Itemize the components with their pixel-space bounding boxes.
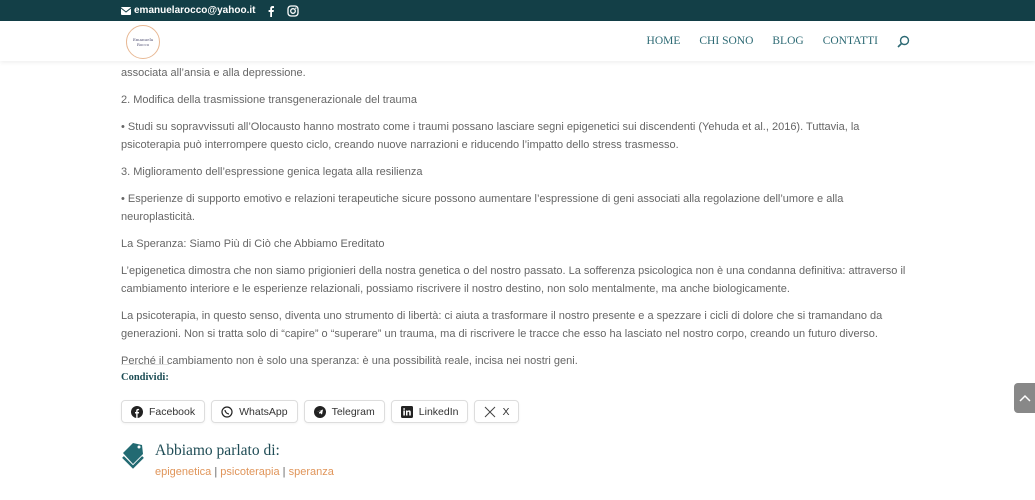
nav-chi-sono[interactable]: CHI SONO (699, 35, 754, 47)
article-body (121, 64, 916, 423)
share-whatsapp-button[interactable] (211, 400, 297, 423)
share-x-button[interactable] (474, 400, 519, 423)
nav-blog[interactable]: BLOG (772, 35, 804, 47)
search-icon[interactable] (897, 35, 910, 48)
paragraph: La psicoterapia, in questo senso, diventa uno strumento di libertà: ci aiuta a trasformare il nostro presente e a spezzare i cicli di dolore che si tramandano da generazioni. Non si tratta solo di “capire” o “superare” un trauma, ma di riscrivere le tracce che esso ha lasciato nel nostro corpo, creando un futuro diverso. (121, 310, 883, 340)
share-facebook-button[interactable] (121, 400, 205, 423)
tag-link[interactable]: psicoterapia (220, 466, 280, 478)
envelope-icon (121, 7, 131, 15)
tags-list (155, 466, 334, 478)
whatsapp-icon (221, 406, 233, 418)
tags-icon (121, 441, 145, 469)
tags-section (121, 441, 334, 478)
nav-contatti[interactable]: CONTATTI (822, 35, 878, 47)
paragraph: 2. Modifica della trasmissione transgenerazionale del trauma (121, 94, 417, 106)
telegram-icon (314, 406, 326, 418)
paragraph: 3. Miglioramento dell’espressione genica legata alla resilienza (121, 166, 423, 178)
paragraph: associata all’ansia e alla depressione. (121, 67, 306, 79)
tag-link[interactable]: epigenetica (155, 466, 212, 478)
logo-text: Emanuela Rocco (132, 37, 154, 47)
chevron-up-icon (1014, 383, 1034, 413)
facebook-icon[interactable] (265, 5, 277, 17)
facebook-icon (131, 406, 143, 418)
button-label: Telegram (331, 405, 375, 418)
paragraph: Perché il cambiamento non è solo una speranza: è una possibilità reale, incisa nei nostri geni. (121, 355, 578, 367)
share-label: Condividi: (121, 372, 169, 383)
main-nav (647, 35, 910, 48)
share-telegram-button[interactable] (304, 400, 385, 423)
tag-link[interactable]: speranza (288, 466, 334, 478)
button-label: WhatsApp (239, 405, 288, 418)
nav-home[interactable]: HOME (646, 35, 681, 47)
x-icon (484, 406, 496, 418)
email-link[interactable] (121, 5, 255, 16)
linkedin-icon (401, 406, 413, 418)
tags-title: Abbiamo parlato di: (155, 442, 280, 459)
site-logo[interactable] (126, 25, 160, 59)
email-text: emanuelarocco@yahoo.it (134, 5, 256, 16)
button-label: LinkedIn (418, 405, 459, 418)
button-label: Facebook (149, 405, 196, 418)
instagram-icon[interactable] (287, 5, 299, 17)
share-buttons (121, 400, 916, 423)
paragraph: • Esperienze di supporto emotivo e relazioni terapeutiche sicure possono aumentare l’espressione di geni associati alla regolazione dell’umore e alla neuroplasticità. (121, 193, 844, 223)
paragraph: • Studi su sopravvissuti all’Olocausto hanno mostrato come i traumi possano lasciare segni epigenetici sui discendenti (Yehuda et al., 2016). Tuttavia, la psicoterapia può interrompere questo ciclo, creando nuove narrazioni e riducendo l’impatto dello stress trasmesso. (121, 121, 860, 151)
back-to-top-button[interactable] (1014, 383, 1035, 413)
tag-separator: | (214, 466, 218, 478)
tag-separator: | (282, 466, 286, 478)
paragraph: L’epigenetica dimostra che non siamo prigionieri della nostra genetica o del nostro passato. La sofferenza psicologica non è una condanna definitiva: attraverso il cambiamento interiore e le esperienze relazionali, possiamo riscrivere il nostro destino, non solo mentalmente, ma anche biologicamente. (121, 265, 906, 295)
paragraph: La Speranza: Siamo Più di Ciò che Abbiamo Ereditato (121, 238, 385, 250)
site-header (0, 21, 1035, 61)
button-label: X (502, 405, 510, 418)
share-linkedin-button[interactable] (391, 400, 469, 423)
top-bar (0, 0, 1035, 21)
